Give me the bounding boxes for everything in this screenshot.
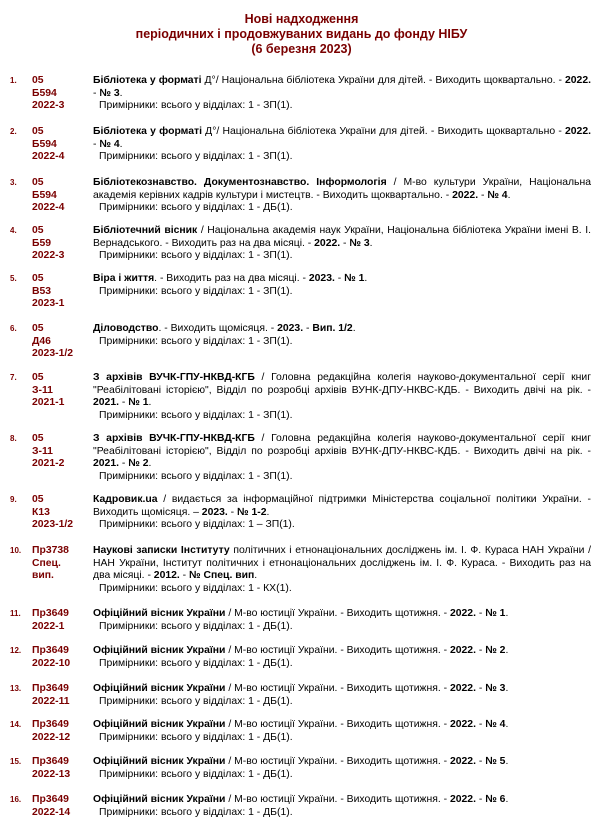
entry-description-text: [93, 433, 591, 471]
call-number-line-2: З-11: [32, 384, 53, 396]
entry-description: [93, 719, 591, 744]
header-line-3: (6 березня 2023): [251, 42, 352, 56]
entry-description: [93, 608, 591, 633]
page-header: [0, 12, 603, 57]
call-number-line-2: Б594: [32, 87, 57, 99]
entry-title: Офіційний вісник України: [93, 608, 226, 619]
call-number: [32, 323, 87, 361]
call-number-line-2: 2022-11: [32, 695, 70, 707]
entry-description-text: [93, 719, 591, 732]
entry-separator: -: [179, 570, 190, 581]
entry-issue: № 4: [99, 138, 120, 150]
call-number-line-1: Пр3649: [32, 719, 69, 730]
entry-year: 2022.: [447, 608, 476, 619]
call-number-line-1: Пр3649: [32, 756, 69, 767]
entry-end: .: [364, 273, 368, 284]
entry-year: 2022.: [447, 794, 476, 805]
entry-description: [93, 545, 591, 595]
call-number-line-1: 05: [32, 75, 44, 86]
entry-number: 3.: [10, 178, 17, 187]
entry-holdings: Примірники: всього у відділах: 1 - ЗП(1).: [99, 335, 293, 347]
entry-description-text: [93, 273, 591, 286]
call-number-line-3: 2023-1/2: [32, 519, 74, 530]
entry-holdings: Примірники: всього у відділах: 1 - ДБ(1).: [99, 695, 293, 707]
entry-end: .: [119, 138, 123, 150]
entry-separator: -: [475, 719, 486, 730]
header-line-1: Нові надходження: [244, 12, 359, 26]
entry-holdings: Примірники: всього у відділах: 1 - ЗП(1).: [99, 470, 293, 482]
entry-description: [93, 273, 591, 298]
entry-number: 11.: [10, 609, 21, 618]
entry-title: Офіційний вісник України: [93, 719, 226, 730]
entry-year: 2022.: [447, 756, 476, 767]
call-number-line-2: 2022-10: [32, 657, 71, 669]
entry-end: .: [507, 189, 511, 201]
call-number: [32, 794, 87, 819]
entry-details: / видається за інформаційної підтримки Міністерства соціальної політики України. - Виходить щомісяця. –: [93, 494, 591, 518]
entry-end: .: [505, 683, 509, 694]
entry-issue: № 3: [485, 683, 506, 694]
entry-year: 2012.: [150, 570, 180, 581]
entry-details: / Головна редакційна колегія науково-документальної серії книг "Реабілітовані історією", Відділ по розробці архівів ВУНК-ДПУ-НКВС-КДБ. - Виходить двічі на рік. -: [93, 372, 591, 396]
entry-separator: -: [340, 237, 350, 249]
call-number-line-1: 05: [32, 372, 44, 383]
entry-holdings: Примірники: всього у відділах: 1 - ЗП(1).: [99, 409, 293, 421]
entry-description: [93, 794, 591, 819]
entry-description: [93, 494, 591, 532]
entry-end: .: [119, 87, 123, 99]
entry-details: / М-во юстиції України. - Виходить щотижня. -: [225, 794, 448, 805]
entry-end: .: [369, 237, 373, 249]
entry-number: 8.: [10, 434, 17, 443]
entry-title: Діловодство: [93, 323, 159, 334]
call-number-line-2: К13: [32, 506, 50, 518]
entry-separator: -: [475, 608, 486, 619]
entry-holdings: Примірники: всього у відділах: 1 - ЗП(1).: [99, 100, 293, 111]
entry-holdings: Примірники: всього у відділах: 1 - ДБ(1).: [99, 657, 293, 669]
entry-description: [93, 683, 591, 708]
entry-description-text: [93, 683, 591, 696]
entry-description-text: [93, 225, 591, 250]
entry-details: . - Виходить щомісяця. -: [158, 323, 275, 334]
entry-separator: -: [303, 323, 313, 334]
entry-issue: № 3: [99, 87, 120, 99]
call-number: [32, 756, 87, 781]
header-line-2: періодичних і продовжуваних видань до фонду НІБУ: [135, 27, 468, 41]
entry-details: / М-во юстиції України. - Виходить щотижня. -: [225, 683, 448, 694]
entry-number: 2.: [10, 127, 17, 136]
entry-description-text: [93, 756, 591, 769]
entry-title: Бібліотечний вісник: [93, 225, 198, 236]
call-number: [32, 545, 87, 583]
entry-description: [93, 126, 591, 164]
entry-end: .: [148, 458, 152, 469]
call-number-line-1: Пр3738: [32, 545, 69, 556]
entry-holdings: Примірники: всього у відділах: 1 - ДБ(1).: [99, 202, 293, 213]
entry-separator: -: [475, 645, 486, 656]
entry-end: .: [505, 608, 509, 619]
call-number-line-2: 2022-14: [32, 806, 71, 818]
entry-description-text: [93, 126, 591, 151]
entry-year: 2022.: [449, 189, 479, 201]
entry-title: З архівів ВУЧК-ГПУ-НКВД-КГБ: [93, 433, 255, 444]
entry-details: / М-во юстиції України. - Виходить щотижня. -: [225, 645, 448, 656]
entry-end: .: [352, 323, 356, 334]
call-number-line-3: 2022-4: [32, 202, 65, 213]
entry-title: Офіційний вісник України: [93, 756, 226, 767]
entry-separator: -: [119, 458, 129, 469]
call-number-line-1: 05: [32, 433, 44, 444]
entry-details: / М-во культури України, Національна академія керівних кадрів культури і мистецтв. - Виходить щоквартально. -: [93, 177, 591, 201]
entry-separator: -: [475, 794, 486, 805]
entry-year: 2023.: [198, 506, 228, 518]
entry-details: / М-во юстиції України. - Виходить щотижня. -: [225, 719, 448, 730]
entry-description: [93, 75, 591, 113]
entry-details: / М-во юстиції України. - Виходить щотижня. -: [225, 608, 448, 619]
entry-year: 2022.: [447, 645, 476, 656]
entry-number: 10.: [10, 546, 22, 555]
entry-title: Офіційний вісник України: [93, 683, 226, 694]
call-number-line-2: Б59: [32, 237, 52, 249]
call-number-line-1: 05: [32, 494, 44, 505]
entry-year: 2022.: [561, 126, 591, 137]
call-number: [32, 177, 87, 215]
call-number-line-2: Б594: [32, 138, 57, 150]
entry-description-text: [93, 177, 591, 202]
entry-description: [93, 645, 591, 670]
entry-title: Бібліотека у форматі: [93, 75, 202, 86]
call-number-line-3: 2023-1/2: [32, 348, 74, 359]
entry-holdings: Примірники: всього у відділах: 1 - ЗП(1).: [99, 151, 293, 162]
call-number: [32, 433, 87, 471]
entry-description-text: [93, 494, 591, 519]
call-number-line-1: 05: [32, 126, 44, 137]
entry-title: Бібліотека у форматі: [93, 126, 202, 137]
entry-description: [93, 372, 591, 422]
entry-details: Д°/ Національна бібліотека України для дітей. - Виходить щоквартально. -: [201, 75, 562, 86]
entry-year: 2021.: [93, 397, 120, 408]
call-number-line-3: 2022-4: [32, 151, 65, 162]
entry-end: .: [505, 756, 509, 767]
entry-separator: -: [475, 756, 486, 767]
entry-issue: № Спец. вип: [189, 570, 255, 581]
entry-number: 15.: [10, 757, 22, 766]
entry-details: Д°/ Національна бібліотека України для дітей. - Виходить щоквартально -: [201, 126, 562, 137]
entry-holdings: Примірники: всього у відділах: 1 - ДБ(1).: [99, 731, 293, 743]
call-number: [32, 75, 87, 113]
entry-description-text: [93, 372, 591, 410]
entry-holdings: Примірники: всього у відділах: 1 - КХ(1).: [99, 582, 292, 594]
call-number-line-2: Спец.: [32, 557, 61, 569]
call-number: [32, 494, 87, 532]
call-number-line-1: Пр3649: [32, 794, 69, 805]
entry-end: .: [505, 719, 509, 730]
entry-description: [93, 323, 591, 348]
call-number-line-1: 05: [32, 273, 44, 284]
entry-title: Офіційний вісник України: [93, 794, 226, 805]
call-number-line-1: Пр3649: [32, 608, 69, 619]
entry-year: 2022.: [447, 683, 476, 694]
call-number-line-2: 2022-12: [32, 731, 71, 743]
entry-year: 2023.: [274, 323, 304, 334]
entry-number: 14.: [10, 720, 22, 729]
call-number: [32, 273, 87, 311]
entry-issue: № 2: [485, 645, 506, 656]
entry-year: 2021.: [93, 458, 120, 469]
entry-description-text: [93, 608, 591, 621]
entry-separator: -: [478, 189, 488, 201]
entry-issue: № 1: [344, 273, 365, 284]
call-number-line-2: Б594: [32, 189, 57, 201]
call-number-line-3: 2021-1: [32, 397, 65, 408]
entry-description-text: [93, 545, 591, 583]
entry-details: / М-во юстиції України. - Виходить щотижня. -: [225, 756, 448, 767]
entry-holdings: Примірники: всього у відділах: 1 – ЗП(1).: [99, 519, 295, 530]
entry-description: [93, 177, 591, 215]
entry-holdings: Примірники: всього у відділах: 1 - ЗП(1).: [99, 250, 293, 261]
entry-description-text: [93, 645, 591, 658]
call-number: [32, 608, 87, 633]
call-number-line-3: 2022-3: [32, 100, 65, 111]
call-number-line-2: 2022-13: [32, 768, 71, 780]
call-number-line-2: З-11: [32, 445, 53, 457]
entry-separator: -: [93, 87, 100, 99]
entry-separator: -: [119, 397, 129, 408]
entry-details: / Головна редакційна колегія науково-документальної серії книг "Реабілітовані історією", Відділ по розробці архівів ВУНК-ДПУ-НКВС-КДБ. - Виходить двічі на рік. -: [93, 433, 591, 457]
entry-number: 5.: [10, 274, 17, 283]
entry-description: [93, 433, 591, 483]
entry-description: [93, 225, 591, 263]
entry-number: 13.: [10, 684, 22, 693]
call-number-line-3: 2021-2: [32, 458, 65, 469]
entry-year: 2022.: [447, 719, 476, 730]
call-number: [32, 372, 87, 410]
entry-separator: -: [227, 506, 238, 518]
entry-description-text: [93, 323, 591, 336]
entry-end: .: [505, 794, 509, 805]
entry-title: Бібліотекознавство. Документознавство. Інформологія: [93, 177, 387, 188]
call-number-line-1: 05: [32, 323, 44, 334]
entry-details: / Національна академія наук України, Національна бібліотека України імені В. І. Вернадського. - Виходить раз на два місяці. -: [93, 225, 591, 249]
entry-year: 2022.: [311, 237, 341, 249]
entry-issue: № 1: [485, 608, 506, 619]
entry-description-text: [93, 794, 591, 807]
entry-title: Кадровик.ua: [93, 494, 158, 505]
entry-title: Наукові записки Інституту: [93, 545, 230, 556]
entry-issue: № 4: [487, 189, 508, 201]
entry-details: політичних і етнонаціональних досліджень ім. І. Ф. Кураса НАН України / НАН України, Інститут політичних і етнонаціональних досліджень ім. І. Ф. Кураса. - Виходить раз на два місяці. -: [93, 545, 592, 581]
entry-holdings: Примірники: всього у відділах: 1 - ДБ(1).: [99, 620, 293, 632]
call-number-line-1: Пр3649: [32, 683, 69, 694]
entry-number: 7.: [10, 373, 17, 382]
call-number-line-2: Д46: [32, 335, 51, 347]
call-number: [32, 225, 87, 263]
entry-end: .: [266, 506, 270, 518]
entry-issue: № 1-2: [237, 506, 267, 518]
entry-title: Офіційний вісник України: [93, 645, 226, 656]
entry-number: 12.: [10, 646, 22, 655]
entry-details: . - Виходить раз на два місяці. -: [154, 273, 306, 284]
call-number: [32, 126, 87, 164]
entry-year: 2023.: [305, 273, 335, 284]
entry-description-text: [93, 75, 591, 100]
call-number-line-3: 2023-1: [32, 298, 65, 309]
entry-title: З архівів ВУЧК-ГПУ-НКВД-КГБ: [93, 372, 255, 383]
entry-number: 4.: [10, 226, 17, 235]
call-number-line-1: Пр3649: [32, 645, 69, 656]
entry-issue: № 5: [485, 756, 506, 767]
entry-holdings: Примірники: всього у відділах: 1 - ЗП(1).: [99, 285, 293, 297]
call-number-line-2: 2022-1: [32, 620, 65, 632]
entry-end: .: [148, 397, 152, 408]
entry-issue: № 4: [485, 719, 506, 730]
entry-number: 1.: [10, 76, 17, 85]
call-number: [32, 719, 87, 744]
entry-separator: -: [334, 273, 345, 284]
entry-issue: № 3: [349, 237, 370, 249]
entry-issue: № 2: [128, 458, 149, 469]
call-number-line-3: 2022-3: [32, 250, 65, 261]
entry-end: .: [505, 645, 509, 656]
entry-end: .: [254, 570, 258, 581]
entry-number: 6.: [10, 324, 17, 333]
entry-holdings: Примірники: всього у відділах: 1 - ДБ(1).: [99, 768, 293, 780]
entry-issue: № 6: [485, 794, 506, 805]
entry-separator: -: [475, 683, 486, 694]
entry-issue: № 1: [128, 397, 149, 408]
entry-number: 9.: [10, 495, 17, 504]
entry-separator: -: [93, 138, 100, 150]
entry-issue: Вип. 1/2: [312, 323, 353, 334]
entry-number: 16.: [10, 795, 22, 804]
entry-year: 2022.: [562, 75, 591, 86]
call-number-line-3: вип.: [32, 570, 54, 581]
call-number: [32, 645, 87, 670]
call-number-line-2: В53: [32, 285, 52, 297]
entry-holdings: Примірники: всього у відділах: 1 - ДБ(1).: [99, 806, 293, 818]
entry-description: [93, 756, 591, 781]
call-number-line-1: 05: [32, 177, 44, 188]
call-number-line-1: 05: [32, 225, 44, 236]
call-number: [32, 683, 87, 708]
entry-title: Віра і життя: [93, 273, 155, 284]
